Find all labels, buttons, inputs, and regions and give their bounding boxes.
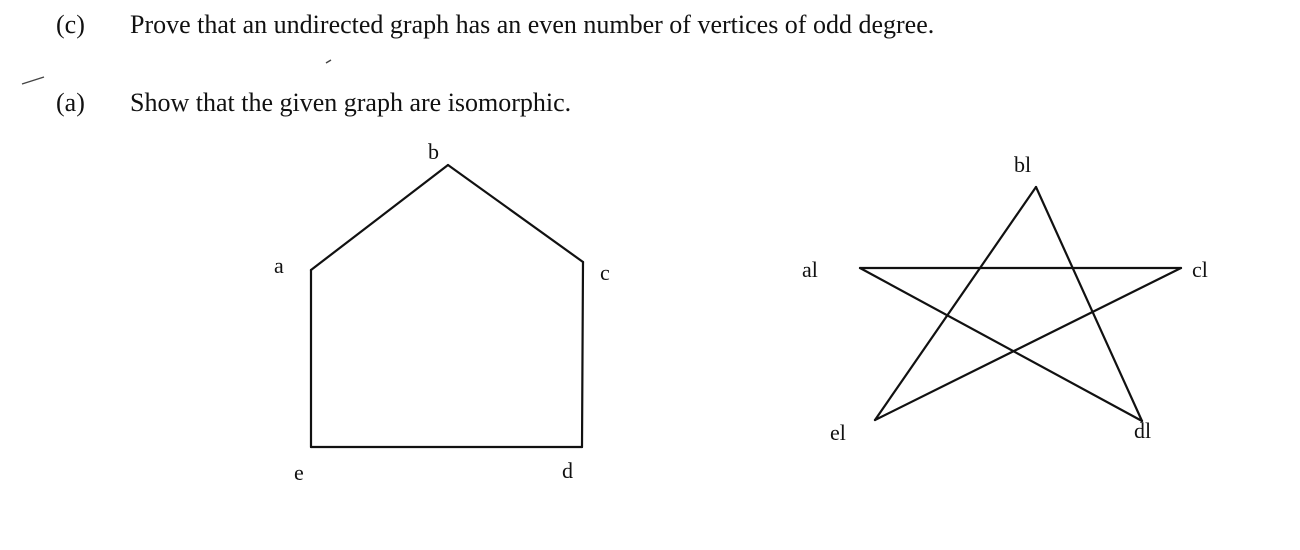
graph-pentagon xyxy=(274,139,610,485)
scan-mark xyxy=(22,77,44,84)
vertex-label-a1: al xyxy=(802,257,818,282)
edge-a-b xyxy=(311,165,448,270)
vertex-label-d1: dl xyxy=(1134,418,1152,443)
question-label: (c) xyxy=(56,10,85,39)
vertex-label-b1: bl xyxy=(1014,152,1032,177)
edge-c-d xyxy=(582,262,583,447)
scan-mark xyxy=(326,60,331,63)
graph-pentagram xyxy=(802,152,1208,445)
edge-c1-e1 xyxy=(875,268,1181,420)
vertex-label-a: a xyxy=(274,253,284,278)
question-text: Prove that an undirected graph has an even number of vertices of odd degree. xyxy=(130,10,935,39)
edge-b-c xyxy=(448,165,583,262)
edge-d1-a1 xyxy=(860,268,1142,421)
vertex-label-c1: cl xyxy=(1192,257,1208,282)
vertex-label-e1: el xyxy=(830,420,846,445)
edge-b1-d1 xyxy=(1036,187,1142,421)
vertex-label-e: e xyxy=(294,460,304,485)
vertex-label-b: b xyxy=(428,139,439,164)
vertex-label-d: d xyxy=(562,458,573,483)
question-label: (a) xyxy=(56,88,85,117)
edge-e1-b1 xyxy=(875,187,1036,420)
vertex-label-c: c xyxy=(600,260,610,285)
question-text: Show that the given graph are isomorphic. xyxy=(130,88,572,117)
